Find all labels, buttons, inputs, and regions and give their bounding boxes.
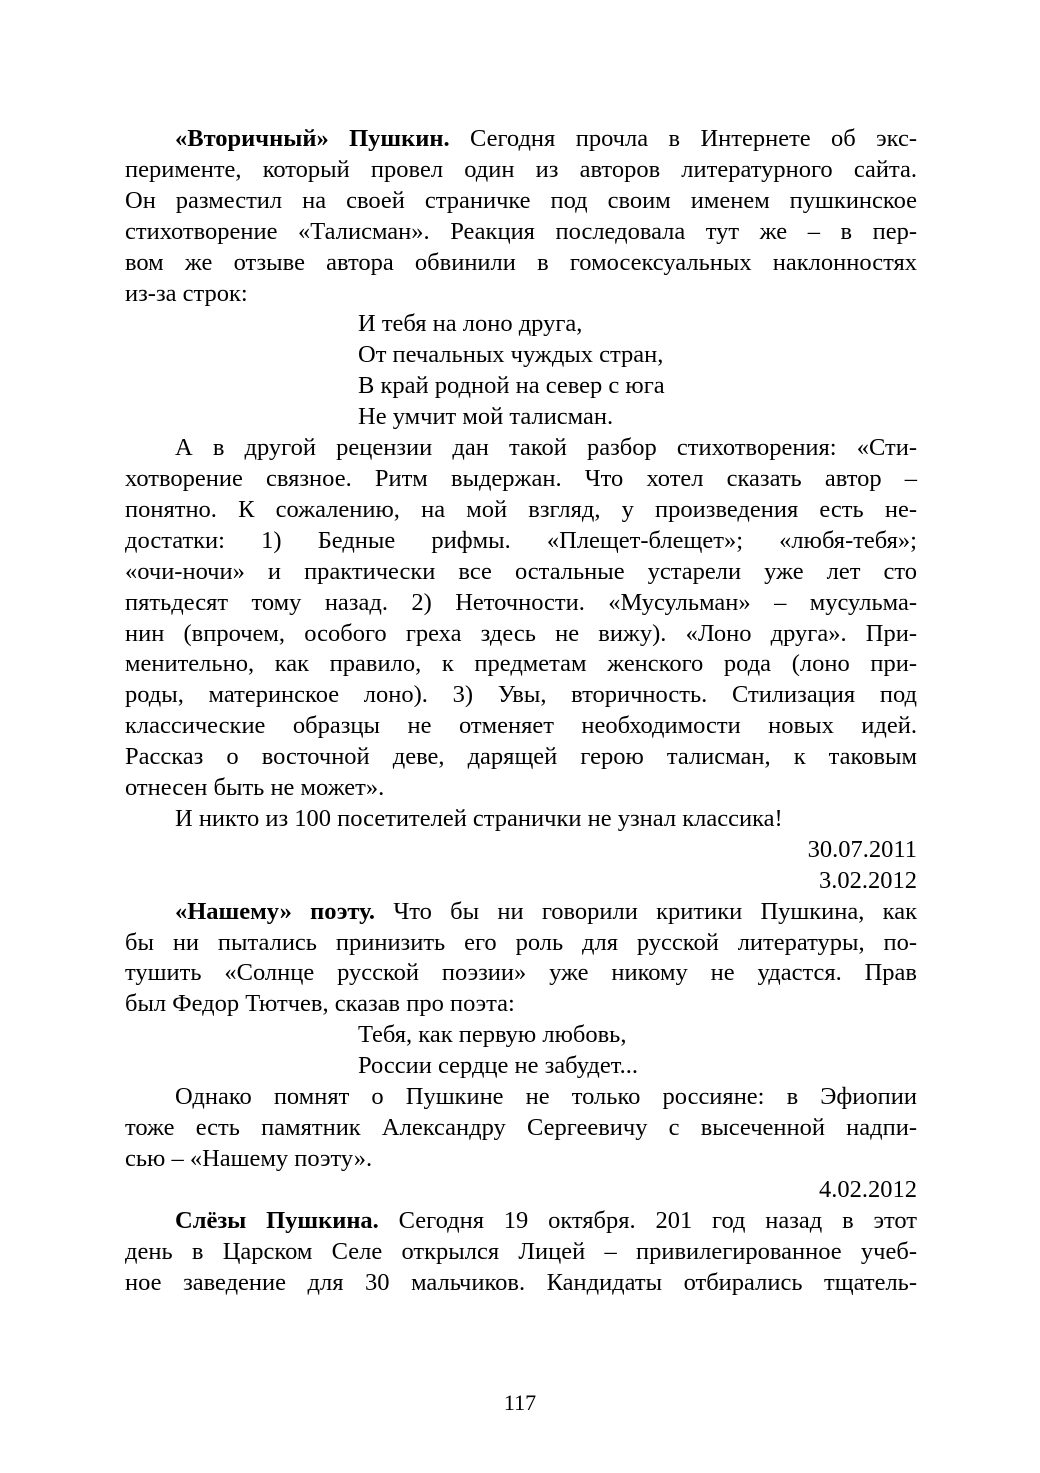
text-line: роды, материнское лоно). 3) Увы, вторичность. Стилизация под	[125, 681, 917, 709]
section-nashemu-poetu	[125, 897, 917, 1206]
page-number: 117	[503, 1390, 537, 1415]
text-line: Однако помнят о Пушкине не только россияне: в Эфиопии	[175, 1083, 917, 1111]
text-line: тоже есть памятник Александру Сергеевичу с высеченной надпи-	[125, 1114, 917, 1141]
text-line: перименте, который провел один из авторов литературного сайта.	[125, 155, 917, 183]
entry-date: 3.02.2012	[819, 866, 917, 894]
text-line: достатки: 1) Бедные рифмы. «Плещет-блещет»; «любя-тебя»;	[125, 526, 917, 554]
text-line: И никто из 100 посетителей странички не узнал классика!	[175, 804, 783, 832]
text-line: классические образцы не отменяет необходимости новых идей.	[125, 712, 917, 740]
text-line: был Федор Тютчев, сказав про поэта:	[125, 990, 515, 1018]
text-line: нин (впрочем, особого греха здесь не вижу). «Лоно друга». При-	[125, 619, 917, 647]
text-line: хотворение связное. Ритм выдержан. Что хотел сказать автор –	[125, 464, 917, 492]
text-line: понятно. К сожалению, на мой взгляд, у произведения есть не-	[125, 495, 917, 523]
text-line: отнесен быть не может».	[125, 774, 385, 802]
verse-line: Не умчит мой талисман.	[358, 403, 614, 431]
text-line: пятьдесят тому назад. 2) Неточности. «Мусульман» – мусульма-	[125, 588, 917, 616]
text-line: вом же отзыве автора обвинили в гомосексуальных наклонностях	[125, 248, 917, 276]
poem-quote	[125, 309, 917, 433]
entry-date: 30.07.2011	[807, 835, 917, 863]
book-page	[125, 0, 917, 1298]
text-line: «Вторичный» Пушкин. Сегодня прочла в Интернете об экс-	[175, 125, 917, 152]
text-line: ное заведение для 30 мальчиков. Кандидаты отбирались тщатель-	[125, 1268, 917, 1296]
entry-date: 4.02.2012	[819, 1175, 917, 1203]
text-line: «очи-ночи» и практически все остальные устарели уже лет сто	[125, 557, 917, 585]
section-heading: «Нашему» поэту.	[175, 897, 376, 925]
verse-line: И тебя на лоно друга,	[358, 310, 583, 338]
section-vtorichny-pushkin	[125, 124, 917, 897]
verse-line: От печальных чуждых стран,	[358, 341, 664, 369]
section-slezy-pushkina	[125, 1206, 917, 1299]
section-heading: «Вторичный» Пушкин.	[175, 125, 450, 152]
poem-quote	[125, 1020, 917, 1082]
text-line: «Нашему» поэту. Что бы ни говорили критики Пушкина, как	[175, 897, 917, 925]
section-heading: Слёзы Пушкина.	[175, 1206, 379, 1234]
text-line: сью – «Нашему поэту».	[125, 1144, 373, 1172]
verse-line: В край родной на север с юга	[358, 372, 665, 400]
verse-line: Тебя, как первую любовь,	[358, 1021, 627, 1049]
text-line: Он разместил на своей страничке под своим именем пушкинское	[125, 186, 917, 214]
text-line: А в другой рецензии дан такой разбор стихотворения: «Сти-	[175, 434, 917, 462]
verse-line: России сердце не забудет...	[358, 1052, 639, 1080]
text-line: менительно, как правило, к предметам женского рода (лоно при-	[125, 650, 917, 678]
text-line: бы ни пытались принизить его роль для русской литературы, по-	[125, 928, 917, 956]
text-line: стихотворение «Талисман». Реакция последовала тут же – в пер-	[125, 217, 917, 245]
text-line: из-за строк:	[125, 279, 248, 307]
text-line: день в Царском Селе открылся Лицей – привилегированное учеб-	[125, 1237, 917, 1265]
text-line: Рассказ о восточной деве, дарящей герою талисман, к таковым	[125, 743, 917, 771]
text-line: Слёзы Пушкина. Сегодня 19 октября. 201 год назад в этот	[175, 1206, 917, 1234]
text-line: тушить «Солнце русской поэзии» уже никому не удастся. Прав	[125, 959, 917, 987]
